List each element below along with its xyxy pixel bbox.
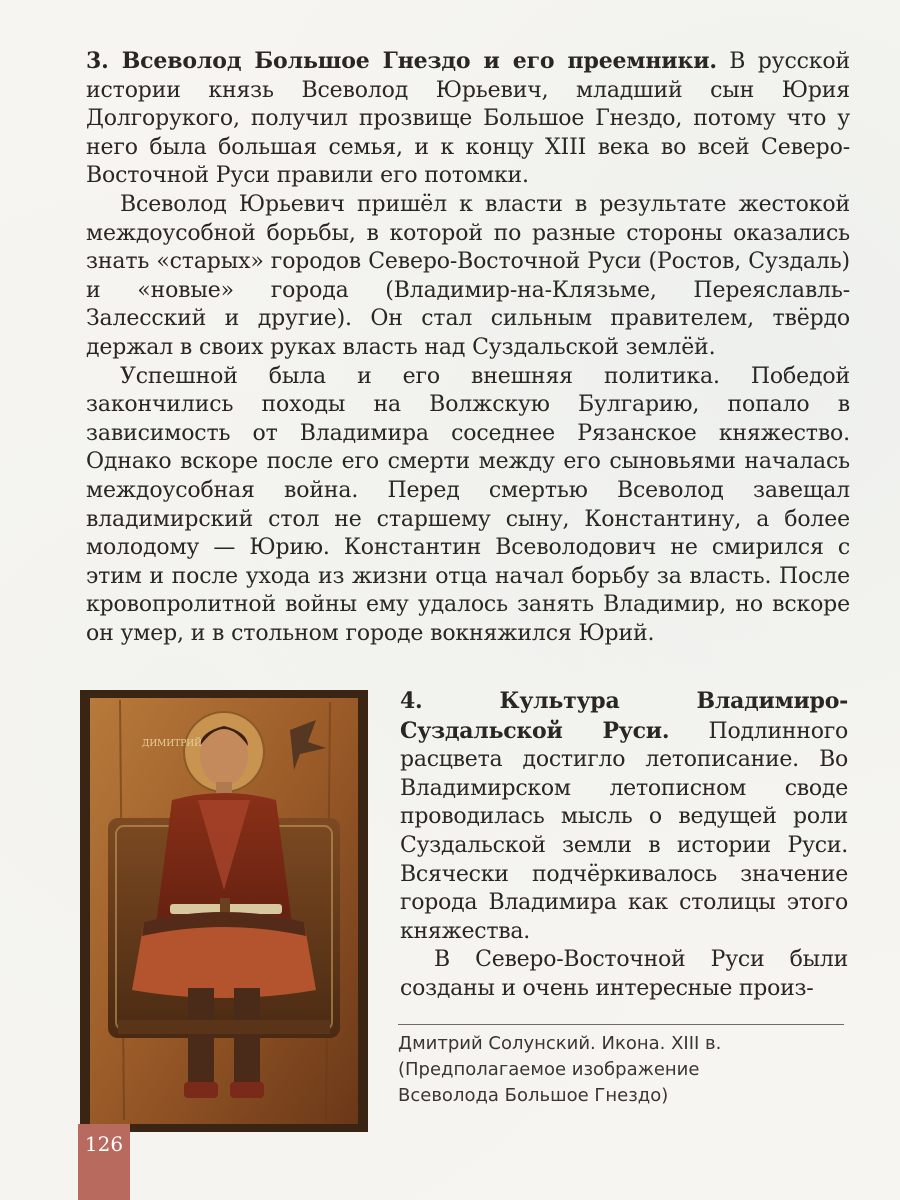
icon-inscription: ДИМИТРИЙ xyxy=(142,739,202,749)
section-3-title: 3. Всеволод Большое Гнездо и его преемники. xyxy=(86,48,717,74)
section-4-paragraph-1 xyxy=(400,687,848,946)
section-4-paragraph-2: В Северо-Восточной Руси были созданы и очень интересные произ- xyxy=(400,947,848,1001)
section-3-paragraph-3: Успешной была и его внешняя политика. Победой закончились походы на Волжскую Булгарию, попало в зависимость от Владимира соседнее Рязанское княжество. Однако вскоре после его смерти между его сыновьями началась междоусобная война. Перед смертью Всеволод завещал владимирский стол не старшему сыну, Константину, а более молодому — Юрию. Константин Всеволодович не смирился с этим и после ухода из жизни отца начал борьбу за власть. После кровопролитной войны ему удалось занять Владимир, но вскоре он умер, и в стольном городе вокняжился Юрий. xyxy=(86,363,850,646)
section-3-paragraph-1 xyxy=(86,47,850,191)
side-text-section-4 xyxy=(400,687,848,1004)
caption-divider xyxy=(398,1024,844,1025)
page-number: 126 xyxy=(84,1132,124,1156)
section-3-paragraph-2: Всеволод Юрьевич пришёл к власти в результате жестокой междоусобной борьбы, в которой по разные стороны оказались знать «старых» городов Северо-Восточной Руси (Ростов, Суздаль) и «новые» города (Владимир-на-Клязьме, Переяславль-Залесский и другие). Он стал сильным правителем, твёрдо держал в своих руках власть над Суздальской землёй. xyxy=(86,191,850,360)
icon-illustration xyxy=(80,690,368,1132)
main-text-section-3 xyxy=(86,47,850,648)
section-3-lead-text: В русской истории князь Всеволод Юрьевич, младший сын Юрия Долгорукого, получил прозвище Большое Гнездо, потому что у него была большая семья, и к концу XIII века во всей Северо-Восточной Руси правили его потомки. xyxy=(86,49,850,189)
section-4-lead-text: Подлинного расцвета достигло летописание. Во Владимирском летописном своде проводилась мысль о ведущей роли Суздальской земли в истории Руси. Всячески подчёркивалось значение города Владимира как столицы этого княжества. xyxy=(400,718,848,944)
caption-line-2: (Предполагаемое изображение xyxy=(398,1059,700,1080)
caption-line-3: Всеволода Большое Гнездо) xyxy=(398,1085,669,1106)
icon-caption xyxy=(398,1031,848,1109)
section-4-title: 4. Культура Владимиро-Суздальской Руси. xyxy=(400,688,848,744)
caption-line-1: Дмитрий Солунский. Икона. XIII в. xyxy=(398,1033,722,1054)
